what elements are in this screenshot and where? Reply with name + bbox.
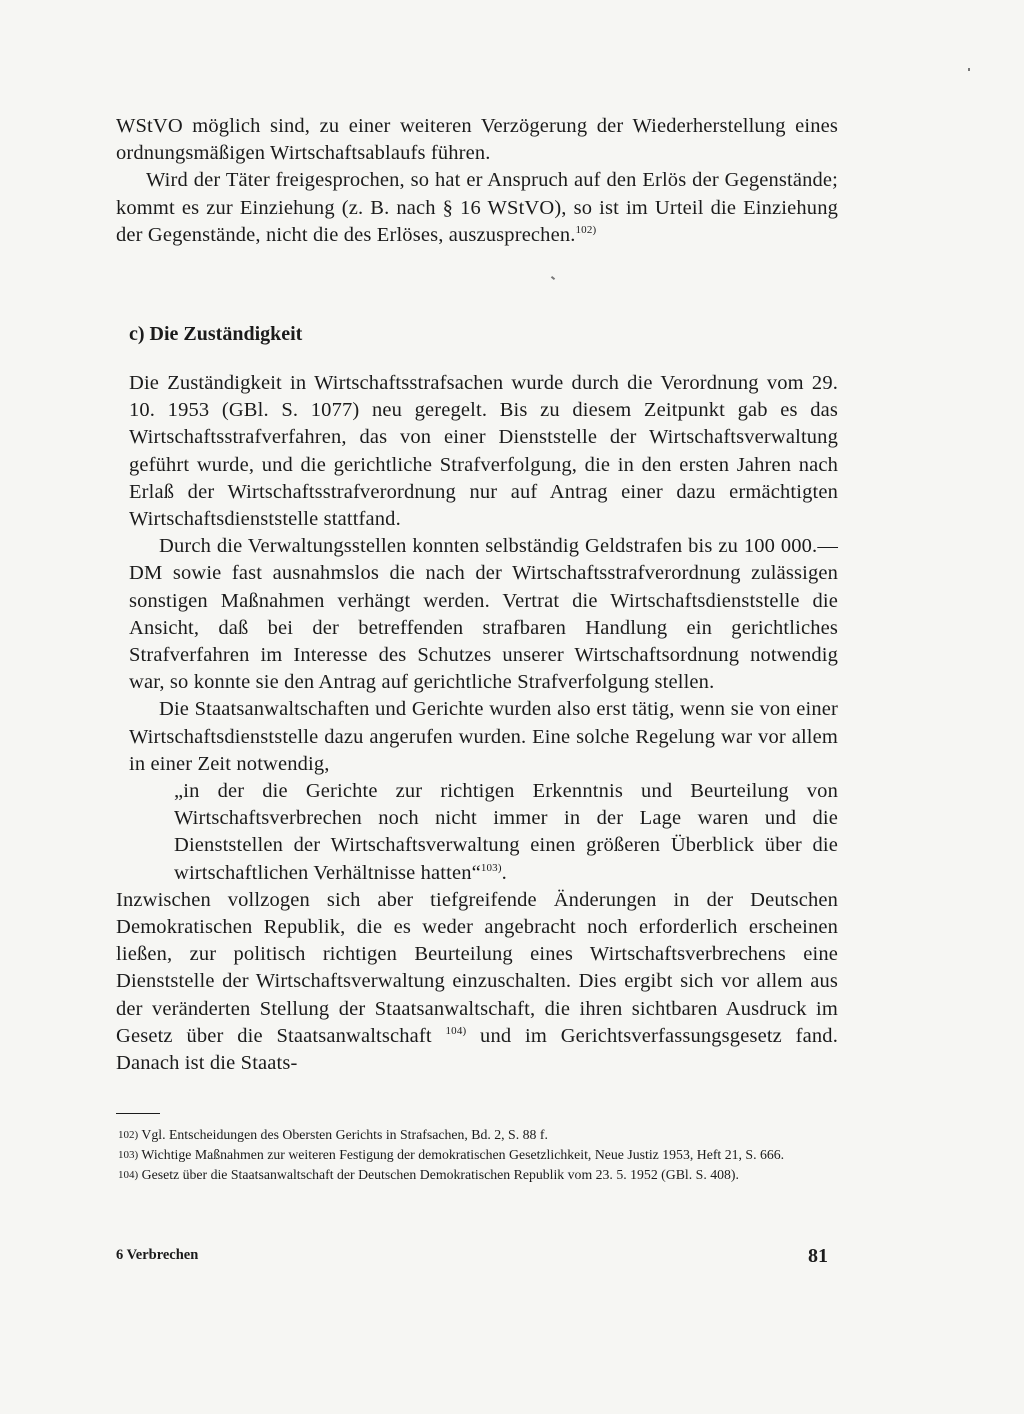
footnote xyxy=(116,1165,838,1185)
paragraph-text: und im Gerichtsverfassungsgesetz fand. Danach ist die Staats- xyxy=(116,1024,838,1075)
paragraph-text: Wird der Täter freigesprochen, so hat er Anspruch auf den Erlös der Gegenstände; kommt es zur Einziehung (z. B. nach § 16 WStVO), so ist im Urteil die Einziehung der Gegenstände, nicht die des Erlöses, auszusprechen. xyxy=(116,169,838,246)
paragraph: Durch die Verwaltungsstellen konnten selbständig Geldstrafen bis zu 100 000.— DM sowie fast ausnahmslos die nach der Wirtschaftsstrafverordnung zulässigen sonstigen Maßnahmen verhängt werden. Vertrat die Wirtschaftsdienststelle die Ansicht, daß bei der betreffenden strafbaren Handlung ein gerichtliches Strafverfahren im Interesse des Schutzes unserer Wirtschaftsordnung notwendig war, so konnte sie den Antrag auf gerichtliche Strafverfolgung stellen. xyxy=(129,535,838,694)
scan-speck xyxy=(551,276,555,280)
footnote-text: Vgl. Entscheidungen des Obersten Gerichts in Strafsachen, Bd. 2, S. 88 f. xyxy=(141,1127,548,1142)
footnote-rule xyxy=(116,1113,160,1114)
main-text-block xyxy=(116,370,838,1077)
block-quote xyxy=(129,778,838,887)
paragraph: WStVO möglich sind, zu einer weiteren Verzögerung der Wiederherstellung eines ordnungsmäßigen Wirtschaftsablaufs führen. xyxy=(116,115,838,165)
page-number: 81 xyxy=(808,1245,828,1267)
scan-speck xyxy=(968,68,970,71)
paragraph: Die Staatsanwaltschaften und Gerichte wurden also erst tätig, wenn sie von einer Wirtschaftsdienststelle dazu angerufen wurden. Eine solche Regelung war vor allem in einer Zeit notwendig, xyxy=(129,698,838,775)
section-heading: c) Die Zuständigkeit xyxy=(129,323,303,345)
signature-mark: 6 Verbrechen xyxy=(116,1247,199,1263)
top-text-block xyxy=(116,113,838,249)
footnote-reference: 102) xyxy=(575,223,597,236)
paragraph xyxy=(116,167,838,249)
footnote-text: Gesetz über die Staatsanwaltschaft der Deutschen Demokratischen Republik vom 23. 5. 1952 (GBl. S. 408). xyxy=(141,1167,739,1182)
footnote-number: 103) xyxy=(118,1149,139,1161)
footnote-number: 104) xyxy=(118,1169,139,1181)
paragraph xyxy=(116,887,838,1077)
paragraph: Die Zuständigkeit in Wirtschaftsstrafsachen wurde durch die Verordnung vom 29. 10. 1953 (GBl. S. 1077) neu geregelt. Bis zu diesem Zeitpunkt gab es das Wirtschaftsstrafverfahren, das von einer Dienststelle der Wirtschaftsverwaltung geführt wurde, und die gerichtliche Strafverfolgung, die in den ersten Jahren nach Erlaß der Wirtschaftsstrafverordnung nur auf Antrag einer dazu ermächtigten Wirtschaftsdienststelle stattfand. xyxy=(129,372,838,531)
quote-text: „in der die Gerichte zur richtigen Erkenntnis und Beurteilung von Wirtschaftsverbrechen noch nicht immer in der Lage waren und die Dienststellen der Wirtschaftsverwaltung einen größeren Überblick über die wirtschaftlichen Verhältnisse hatten“ xyxy=(174,780,838,884)
footnotes xyxy=(116,1125,838,1185)
footnote xyxy=(116,1145,838,1165)
footnote-text: Wichtige Maßnahmen zur weiteren Festigung der demokratischen Gesetzlichkeit, Neue Justiz 1953, Heft 21, S. 666. xyxy=(141,1147,785,1162)
footnote-reference: 104) xyxy=(445,1024,467,1037)
footnote xyxy=(116,1125,838,1145)
footnote-number: 102) xyxy=(118,1129,139,1141)
paragraph-text: Inzwischen vollzogen sich aber tiefgreifende Änderungen in der Deutschen Demokratischen Republik, die es weder angebracht noch erforderlich erscheinen ließen, zur politisch richtigen Beurteilung eines Wirtschaftsverbrechens eine Dienststelle der Wirtschaftsverwaltung einzuschalten. Dies ergibt sich vor allem aus der veränderten Stellung der Staatsanwaltschaft, die ihren sichtbaren Ausdruck im Gesetz über die Staatsanwaltschaft xyxy=(116,888,838,1047)
quote-end: . xyxy=(501,861,507,884)
footnote-reference: 103) xyxy=(480,861,502,874)
